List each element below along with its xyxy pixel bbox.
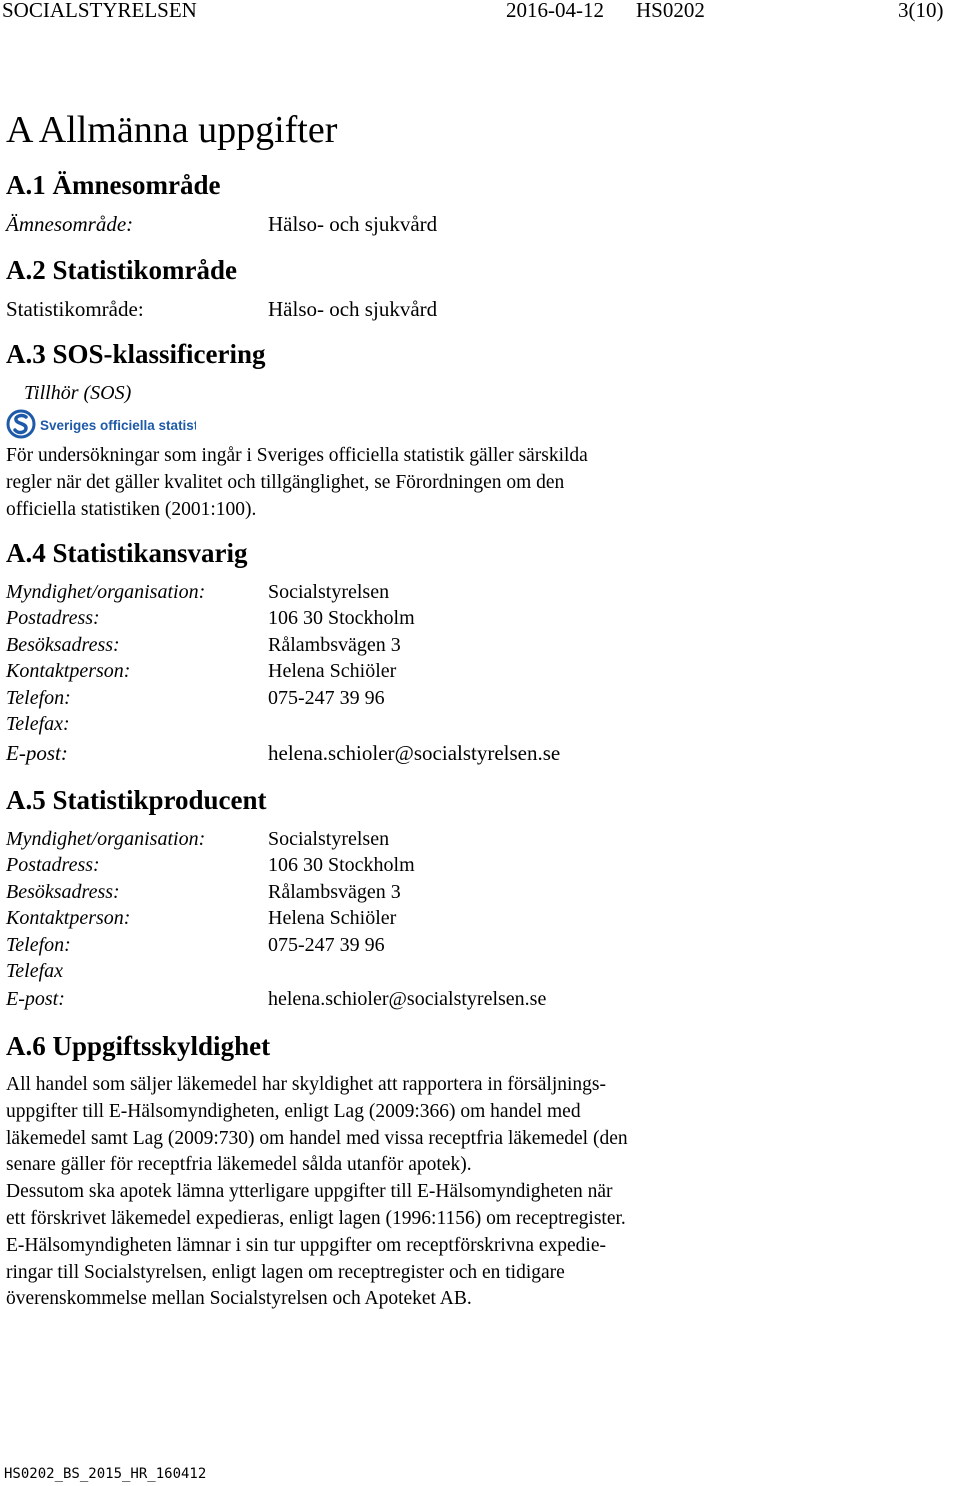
- field-label: Kontaktperson:: [6, 907, 131, 929]
- a5-heading: A.5 Statistikproducent: [6, 785, 267, 815]
- field-value: Rålambsvägen 3: [268, 634, 401, 656]
- field-label: E-post:: [6, 988, 65, 1010]
- a1-label: Ämnesområde:: [6, 212, 134, 236]
- a3-paragraph: [6, 443, 726, 523]
- a6-paragraph-line: Dessutom ska apotek lämna ytterligare uppgifter till E-Hälsomyndigheten när: [6, 1181, 613, 1203]
- sos-logo: [6, 407, 196, 441]
- a2-label: Statistikområde:: [6, 297, 144, 321]
- header-code: HS0202: [636, 0, 705, 22]
- a3-belongs-label: Tillhör (SOS): [24, 382, 132, 404]
- field-label: Telefon:: [6, 687, 71, 709]
- page-title: A Allmänna uppgifter: [6, 109, 338, 151]
- a2-value: Hälso- och sjukvård: [268, 297, 438, 321]
- field-value: 075-247 39 96: [268, 687, 385, 709]
- field-value: Socialstyrelsen: [268, 581, 390, 603]
- field-label: Besöksadress:: [6, 881, 120, 903]
- field-label: Telefon:: [6, 934, 71, 956]
- a1-heading: A.1 Ämnesområde: [6, 170, 221, 200]
- field-value: Socialstyrelsen: [268, 828, 390, 850]
- a6-paragraph-line: ett förskrivet läkemedel expedieras, enligt lagen (1996:1156) om receptregister.: [6, 1207, 626, 1229]
- field-value: Helena Schiöler: [268, 907, 397, 929]
- field-value: Helena Schiöler: [268, 660, 397, 682]
- field-value: Rålambsvägen 3: [268, 881, 401, 903]
- field-value: 075-247 39 96: [268, 934, 385, 956]
- field-label: Postadress:: [6, 854, 100, 876]
- header-date: 2016-04-12: [506, 0, 604, 22]
- a6-paragraph-line: All handel som säljer läkemedel har skyldighet att rapportera in försäljnings-: [6, 1074, 606, 1095]
- a2-heading: A.2 Statistikområde: [6, 255, 237, 285]
- a6-heading: A.6 Uppgiftsskyldighet: [6, 1031, 271, 1061]
- a3-heading: A.3 SOS-klassificering: [6, 339, 266, 369]
- a3-paragraph-line: regler när det gäller kvalitet och tillgänglighet, se Förordningen om den: [6, 471, 565, 493]
- a6-paragraph: [6, 1072, 726, 1313]
- field-label: Besöksadress:: [6, 634, 120, 656]
- a4-heading: A.4 Statistikansvarig: [6, 538, 248, 568]
- a6-paragraph-line: överenskommelse mellan Socialstyrelsen och Apoteket AB.: [6, 1288, 472, 1310]
- footer-doc-id: HS0202_BS_2015_HR_160412: [4, 1466, 207, 1482]
- header-org: SOCIALSTYRELSEN: [2, 0, 197, 22]
- a6-paragraph-line: uppgifter till E-Hälsomyndigheten, enligt Lag (2009:366) om handel med: [6, 1100, 581, 1122]
- field-label: Kontaktperson:: [6, 660, 131, 682]
- field-label: E-post:: [6, 741, 68, 765]
- field-label: Telefax:: [6, 713, 70, 735]
- a6-paragraph-line: senare gäller för receptfria läkemedel sålda utanför apotek).: [6, 1154, 472, 1176]
- field-label: Telefax: [6, 960, 64, 982]
- field-label: Postadress:: [6, 607, 100, 629]
- a6-paragraph-line: E-Hälsomyndigheten lämnar i sin tur uppgifter om receptförskrivna expedie-: [6, 1234, 606, 1256]
- field-value: 106 30 Stockholm: [268, 607, 415, 629]
- a3-paragraph-line: För undersökningar som ingår i Sveriges officiella statistik gäller särskilda: [6, 445, 588, 466]
- a1-value: Hälso- och sjukvård: [268, 212, 438, 236]
- field-label: Myndighet/organisation:: [6, 828, 206, 850]
- a6-paragraph-line: läkemedel samt Lag (2009:730) om handel med vissa receptfria läkemedel (den: [6, 1127, 628, 1149]
- field-value: 106 30 Stockholm: [268, 854, 415, 876]
- sos-logo-text: Sveriges officiella statistik: [40, 418, 196, 433]
- sos-logo-icon: [6, 407, 196, 441]
- email-value: helena.schioler@socialstyrelsen.se: [268, 988, 547, 1010]
- a3-paragraph-line: officiella statistiken (2001:100).: [6, 498, 257, 520]
- header-page: 3(10): [898, 0, 944, 22]
- field-label: Myndighet/organisation:: [6, 581, 206, 603]
- a6-paragraph-line: ringar till Socialstyrelsen, enligt lagen om receptregister och en tidigare: [6, 1261, 565, 1283]
- email-value: helena.schioler@socialstyrelsen.se: [268, 741, 561, 765]
